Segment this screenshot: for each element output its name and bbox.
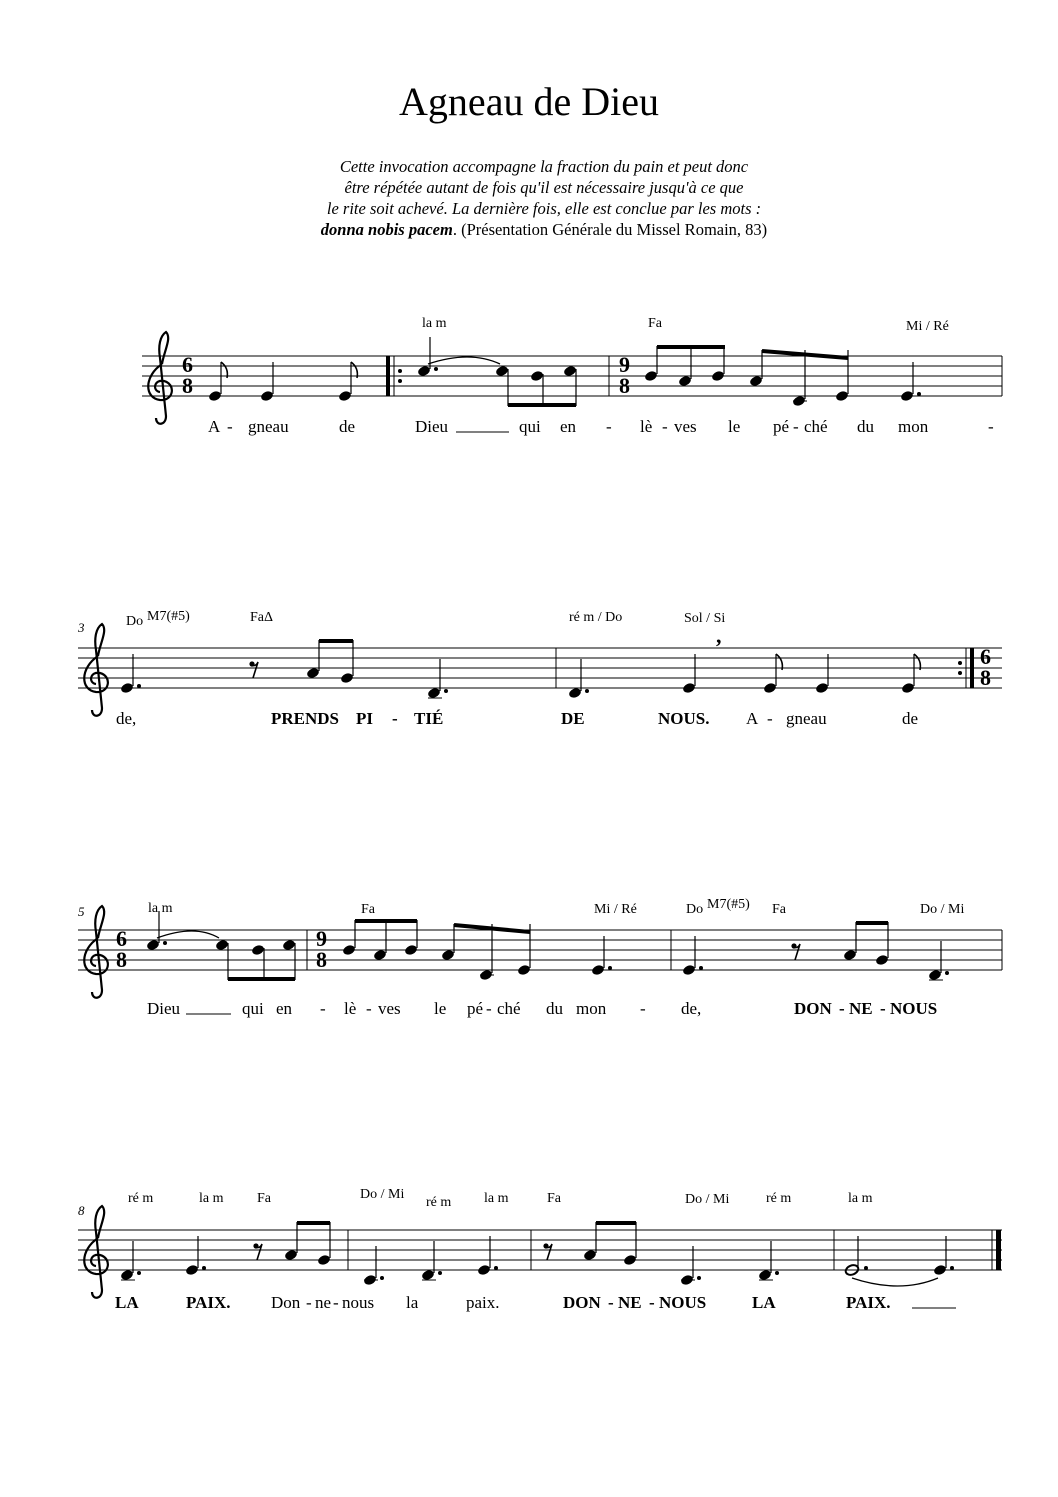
lyric: ché bbox=[497, 999, 521, 1018]
lyric: LA bbox=[752, 1293, 776, 1312]
chord: Do bbox=[126, 614, 144, 629]
lyric: de, bbox=[116, 709, 137, 728]
lyric: - bbox=[392, 709, 398, 728]
lyric: NOUS bbox=[659, 1293, 707, 1312]
chord: ré m bbox=[426, 1195, 452, 1210]
lyric: pé bbox=[773, 417, 790, 436]
lyric: PI bbox=[356, 709, 373, 728]
lyric: NE bbox=[849, 999, 873, 1018]
lyric: pé bbox=[467, 999, 484, 1018]
lyric: en bbox=[560, 417, 577, 436]
lyric: qui bbox=[242, 999, 264, 1018]
chord: Sol / Si bbox=[684, 611, 726, 626]
lyric: A bbox=[746, 709, 759, 728]
chord: Mi / Ré bbox=[594, 902, 637, 917]
lyric: - bbox=[306, 1293, 312, 1312]
lyric: - bbox=[227, 417, 233, 436]
lyric: - bbox=[320, 999, 326, 1018]
lyric: ne bbox=[315, 1293, 332, 1312]
chord: la m bbox=[422, 316, 447, 331]
chord: FaΔ bbox=[250, 610, 274, 625]
chord: ré m bbox=[128, 1191, 154, 1206]
lyric: - bbox=[767, 709, 773, 728]
breath-mark-icon: , bbox=[716, 623, 722, 648]
lyric: en bbox=[276, 999, 293, 1018]
system-2 bbox=[77, 609, 1002, 728]
lyric: - bbox=[608, 1293, 614, 1312]
chord: M7(#5) bbox=[147, 609, 190, 624]
time-sig-9-8: 9 bbox=[619, 352, 630, 377]
svg-text:8: 8 bbox=[980, 665, 991, 690]
lyric: nous bbox=[342, 1293, 375, 1312]
lyric: - bbox=[662, 417, 668, 436]
lyric: mon bbox=[898, 417, 929, 436]
chord: Fa bbox=[772, 902, 786, 917]
treble-clef-icon bbox=[84, 1206, 108, 1298]
lyric: - bbox=[640, 999, 646, 1018]
lyric: NOUS. bbox=[658, 709, 710, 728]
lyric: NOUS bbox=[890, 999, 938, 1018]
song-title: Agneau de Dieu bbox=[399, 79, 659, 124]
svg-text:8: 8 bbox=[182, 373, 193, 398]
lyric: du bbox=[857, 417, 874, 436]
svg-text:8: 8 bbox=[116, 947, 127, 972]
lyric: - bbox=[606, 417, 612, 436]
lyric: gneau bbox=[248, 417, 289, 436]
chord: la m bbox=[848, 1191, 873, 1206]
lyric: NE bbox=[618, 1293, 642, 1312]
svg-text:8: 8 bbox=[316, 947, 327, 972]
chord: la m bbox=[484, 1191, 509, 1206]
intro-line-3: le rite soit achevé. La dernière fois, elle est conclue par les mots : bbox=[326, 199, 762, 218]
time-sig-6-8: 6 bbox=[182, 352, 193, 377]
chord: Fa bbox=[547, 1191, 561, 1206]
lyric: qui bbox=[519, 417, 541, 436]
lyric: LA bbox=[115, 1293, 139, 1312]
treble-clef-icon bbox=[84, 624, 108, 716]
lyric: PRENDS bbox=[271, 709, 340, 728]
chord: Do / Mi bbox=[360, 1187, 405, 1202]
chord: la m bbox=[199, 1191, 224, 1206]
lyric: - bbox=[793, 417, 799, 436]
lyric: - bbox=[366, 999, 372, 1018]
lyric: TIÉ bbox=[414, 709, 444, 728]
lyric: lè bbox=[640, 417, 653, 436]
lyric: Dieu bbox=[415, 417, 449, 436]
lyric: gneau bbox=[786, 709, 827, 728]
lyric: PAIX. bbox=[846, 1293, 891, 1312]
lyric: Don bbox=[271, 1293, 301, 1312]
intro-bold-phrase: donna nobis pacem bbox=[320, 220, 453, 239]
system-3 bbox=[78, 897, 1002, 1018]
lyric: - bbox=[839, 999, 845, 1018]
lyric: mon bbox=[576, 999, 607, 1018]
lyric: paix. bbox=[466, 1293, 500, 1312]
chord: Do / Mi bbox=[920, 902, 965, 917]
lyric: - bbox=[880, 999, 886, 1018]
lyric: la bbox=[406, 1293, 419, 1312]
intro-line-2: être répétée autant de fois qu'il est nécessaire jusqu'à ce que bbox=[344, 178, 744, 197]
time-sig-6-8: 6 bbox=[116, 926, 127, 951]
chord: ré m bbox=[766, 1191, 792, 1206]
time-sig-9-8: 9 bbox=[316, 926, 327, 951]
lyric: lè bbox=[344, 999, 357, 1018]
lyric: ché bbox=[804, 417, 828, 436]
chord: Do bbox=[686, 902, 704, 917]
lyric: ves bbox=[674, 417, 697, 436]
lyric: - bbox=[988, 417, 994, 436]
intro-line-1: Cette invocation accompagne la fraction du pain et peut donc bbox=[339, 157, 749, 176]
lyric: - bbox=[486, 999, 492, 1018]
system-4 bbox=[78, 1187, 1002, 1312]
chord: Fa bbox=[257, 1191, 271, 1206]
lyric: DON bbox=[794, 999, 832, 1018]
lyric: de, bbox=[681, 999, 702, 1018]
lyric: du bbox=[546, 999, 563, 1018]
chord: Mi / Ré bbox=[906, 319, 949, 334]
time-sig-6-8: 6 bbox=[980, 644, 991, 669]
measure-number: 3 bbox=[78, 620, 85, 635]
chord: Fa bbox=[361, 902, 375, 917]
lyric: PAIX. bbox=[186, 1293, 231, 1312]
treble-clef-icon bbox=[84, 906, 108, 998]
chord: ré m / Do bbox=[569, 610, 623, 625]
lyric: le bbox=[728, 417, 741, 436]
lyric: de bbox=[902, 709, 919, 728]
chord: M7(#5) bbox=[707, 897, 750, 912]
lyric: ves bbox=[378, 999, 401, 1018]
lyric: A bbox=[208, 417, 221, 436]
measure-number: 8 bbox=[78, 1203, 85, 1218]
measure-number: 5 bbox=[78, 904, 85, 919]
lyric: DON bbox=[563, 1293, 601, 1312]
lyric: de bbox=[339, 417, 356, 436]
svg-text:8: 8 bbox=[619, 373, 630, 398]
system-1 bbox=[142, 316, 1002, 436]
chord: Do / Mi bbox=[685, 1192, 730, 1207]
treble-clef-icon bbox=[148, 332, 172, 424]
lyric: - bbox=[333, 1293, 339, 1312]
lyric: le bbox=[434, 999, 447, 1018]
chord: Fa bbox=[648, 316, 662, 331]
intro-line-4: . (Présentation Générale du Missel Romain, 83) bbox=[452, 220, 768, 239]
chord: la m bbox=[148, 901, 173, 916]
lyric: Dieu bbox=[147, 999, 181, 1018]
lyric: DE bbox=[561, 709, 585, 728]
lyric: - bbox=[649, 1293, 655, 1312]
